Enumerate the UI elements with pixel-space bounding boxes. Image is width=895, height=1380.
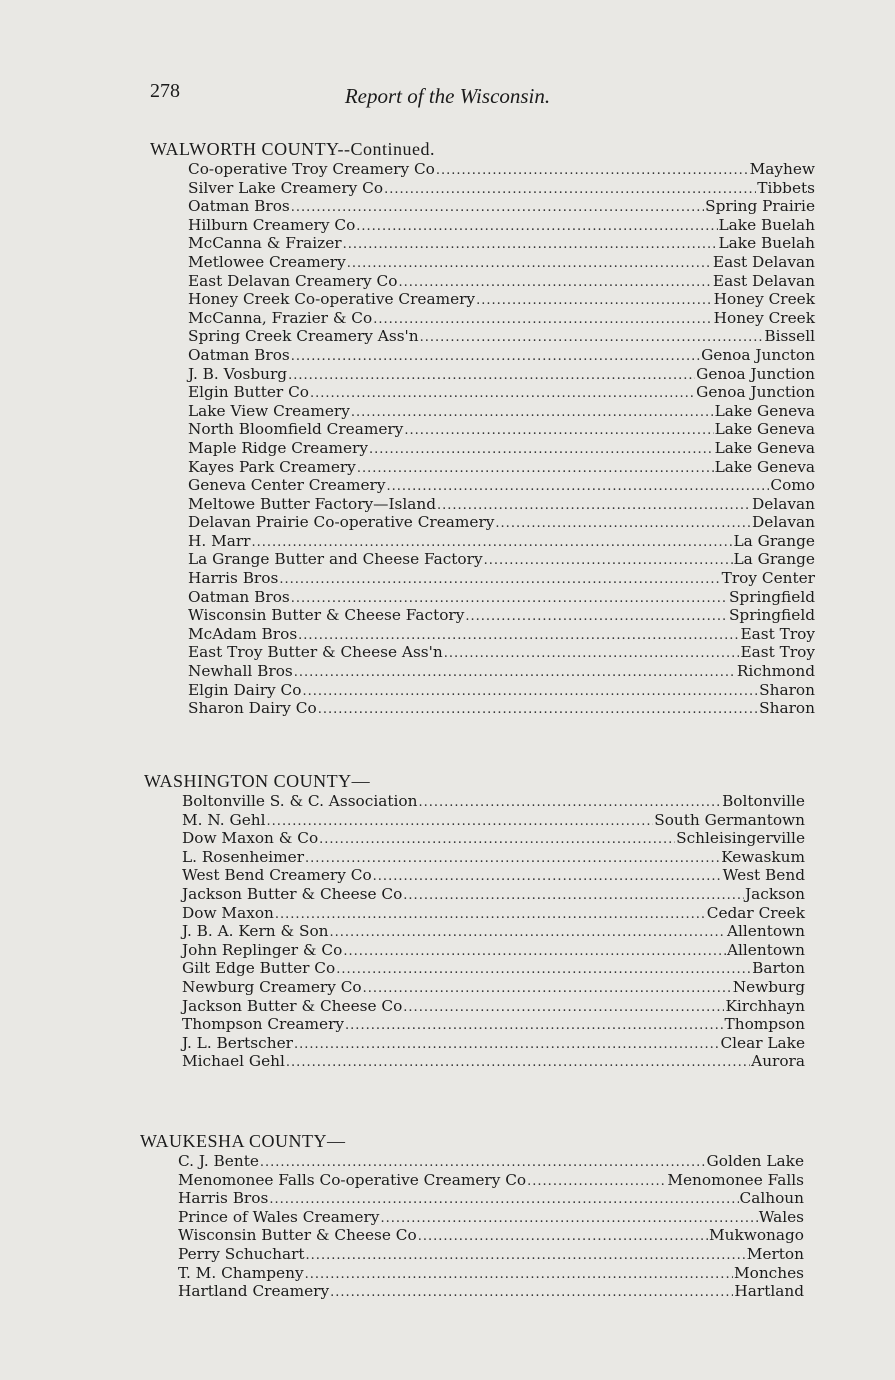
list-item [188,160,815,179]
creamery-name: Lake View Creamery [188,401,350,420]
creamery-name: Co-operative Troy Creamery Co [188,160,435,178]
creamery-name: Harris Bros [188,569,279,588]
creamery-name: Metlowee Creamery [188,252,346,271]
creamery-name: East Delavan Creamery Co [188,271,398,290]
county-heading: WASHINGTON COUNTY— [144,771,371,791]
creamery-name: McCanna, Frazier & Co [188,308,373,327]
list-item [178,1282,804,1301]
list-item [188,272,815,291]
list-item [188,606,815,625]
list-item [188,513,815,532]
location-name: Sharon [759,699,815,718]
dot-leader [267,813,654,832]
location-name: Springfield [728,587,815,606]
list-item [188,290,815,309]
list-item [188,643,815,662]
list-item [182,811,805,830]
location-name: Como [770,476,815,495]
dot-leader [319,831,675,850]
creamery-name: Elgin Dairy Co [188,680,302,699]
location-name: Lake Buelah [718,234,815,253]
list-item [188,569,815,588]
list-item [188,420,815,439]
creamery-name: Wisconsin Butter & Cheese Factory [188,606,465,625]
creamery-name: Maple Ridge Creamery [188,438,368,457]
list-item [182,978,805,997]
creamery-name: Harris Bros [178,1189,269,1208]
county-section-walworth [150,138,815,718]
list-item [182,885,805,904]
list-item [188,179,815,198]
location-name: Newburg [732,977,805,996]
list-item [188,327,815,346]
dot-leader [369,441,714,460]
list-item [188,383,815,402]
location-name: La Grange [733,531,815,550]
location-name: Honey Creek [713,308,815,327]
dot-leader [345,1017,723,1036]
creamery-name: Wisconsin Butter & Cheese Co [178,1226,417,1245]
creamery-name: Dow Maxon [182,903,274,922]
creamery-name: Meltowe Butter Factory—Island [188,494,437,513]
dot-leader [373,868,722,887]
list-item [188,550,815,569]
list-item [182,866,805,885]
dot-leader [288,367,695,386]
list-item [182,848,805,867]
dot-leader [380,1210,757,1229]
creamery-name: Silver Lake Creamery Co [188,178,384,197]
dot-leader [403,999,724,1018]
list-item [182,1034,805,1053]
creamery-name: Oatman Bros [188,345,290,364]
location-name: East Delavan [712,252,815,271]
list-item [182,1052,805,1071]
location-name: Allentown [726,940,805,959]
list-item [188,216,815,235]
location-name: Kirchhayn [725,996,805,1015]
list-item [188,234,815,253]
dot-leader [384,181,756,200]
location-name: Barton [752,959,805,978]
list-item [188,346,815,365]
creamery-name: West Bend Creamery Co [182,866,372,885]
dot-leader [484,552,733,571]
dot-leader [403,887,744,906]
creamery-name: Michael Gehl [182,1052,285,1071]
dot-leader [373,311,712,330]
creamery-name: C. J. Bente [178,1152,259,1170]
list-item [188,197,815,216]
location-name: Boltonville [722,792,805,810]
dot-leader [318,701,758,720]
dot-leader [305,1266,733,1285]
location-name: Mayhew [749,160,815,178]
creamery-name: La Grange Butter and Cheese Factory [188,550,483,569]
dot-leader [306,1247,746,1266]
list-item [188,476,815,495]
creamery-name: Gilt Edge Butter Co [182,959,336,978]
creamery-name: Prince of Wales Creamery [178,1207,380,1226]
creamery-name: John Replinger & Co [182,940,343,959]
location-name: Jackson [745,884,805,903]
list-item [182,792,805,811]
creamery-name: McAdam Bros [188,624,298,643]
location-name: Calhoun [739,1189,804,1208]
location-name: Tibbets [757,178,815,197]
location-name: Monches [733,1263,804,1282]
location-name: Genoa Juncton [701,345,815,364]
creamery-name: Newhall Bros [188,662,293,681]
creamery-name: Spring Creek Creamery Ass'n [188,327,419,346]
creamery-name: M. N. Gehl [182,810,266,829]
location-name: East Delavan [712,271,815,290]
creamery-name: Oatman Bros [188,587,290,606]
list-item [178,1152,804,1171]
list-item [182,997,805,1016]
location-name: Wales [758,1207,804,1226]
entry-list [182,792,805,1071]
location-name: Lake Geneva [714,457,815,476]
county-section-waukesha [140,1130,804,1301]
list-item [182,941,805,960]
list-item [178,1245,804,1264]
location-name: East Troy [740,624,815,643]
dot-leader [357,460,714,479]
location-name: Bissell [764,327,815,346]
dot-leader [387,478,770,497]
location-name: Delavan [752,494,815,513]
list-item [188,309,815,328]
creamery-name: Oatman Bros [188,197,290,216]
location-name: Delavan [752,513,815,532]
creamery-name: Hilburn Creamery Co [188,215,356,234]
location-name: Springfield [728,606,815,625]
creamery-name: Newburg Creamery Co [182,977,362,996]
location-name: Aurora [751,1052,805,1071]
dot-leader [310,385,695,404]
list-item [188,253,815,272]
dot-leader [336,961,751,980]
dot-leader [495,515,751,534]
location-name: Honey Creek [713,290,815,309]
location-name: Troy Center [721,569,815,588]
dot-leader [343,236,718,255]
creamery-name: Menomonee Falls Co-operative Creamery Co [178,1170,527,1189]
dot-leader [527,1173,666,1192]
list-item [188,699,815,718]
dot-leader [436,162,749,181]
location-name: Schleisingerville [676,829,805,848]
dot-leader [275,906,706,925]
location-name: South Germantown [654,810,805,829]
list-item [188,458,815,477]
location-name: Mukwonago [708,1226,804,1245]
creamery-name: Delavan Prairie Co-operative Creamery [188,513,495,532]
creamery-name: Jackson Butter & Cheese Co [182,884,403,903]
creamery-name: Perry Schuchart [178,1244,305,1263]
creamery-name: Thompson Creamery [182,1015,345,1034]
list-item [188,681,815,700]
location-name: Hartland [734,1282,804,1301]
creamery-name: Geneva Center Creamery [188,476,386,495]
county-heading: WAUKESHA COUNTY— [140,1131,346,1151]
dot-leader [404,422,713,441]
creamery-name: McCanna & Fraizer [188,234,342,253]
creamery-name: H. Marr [188,531,251,550]
location-name: Lake Geneva [714,401,815,420]
location-name: Golden Lake [706,1152,804,1170]
location-name: East Troy [740,643,815,662]
location-name: Genoa Junction [696,364,815,383]
list-item [188,662,815,681]
location-name: Genoa Junction [696,383,815,402]
location-name: Allentown [726,922,805,941]
creamery-name: Dow Maxon & Co [182,829,319,848]
creamery-name: Jackson Butter & Cheese Co [182,996,403,1015]
dot-leader [363,980,732,999]
location-name: Sharon [759,680,815,699]
creamery-name: Boltonville S. & C. Association [182,792,418,810]
entry-list [178,1152,804,1301]
location-name: Lake Buelah [718,215,815,234]
dot-leader [418,1228,708,1247]
page-number: 278 [150,80,180,102]
list-item [188,402,815,421]
location-name: West Bend [722,866,805,885]
location-name: Merton [746,1244,804,1263]
list-item [188,532,815,551]
dot-leader [476,292,713,311]
creamery-name: L. Rosenheimer [182,847,305,866]
entry-list [188,160,815,718]
dot-leader [302,683,758,702]
dot-leader [465,608,728,627]
list-item [178,1171,804,1190]
location-name: Cedar Creek [706,903,805,922]
dot-leader [330,924,726,943]
running-head: Report of the Wisconsin. [344,84,551,108]
list-item [188,625,815,644]
list-item [178,1226,804,1245]
dot-leader [356,218,717,237]
county-section-washington [144,770,805,1071]
list-item [182,959,805,978]
list-item [182,829,805,848]
location-name: Spring Prairie [705,197,815,216]
dot-leader [291,348,700,367]
list-item [188,439,815,458]
location-name: Menomonee Falls [667,1170,804,1189]
location-name: Lake Geneva [714,438,815,457]
list-item [182,904,805,923]
creamery-name: J. L. Bertscher [182,1033,293,1052]
location-name: La Grange [733,550,815,569]
location-name: Kewaskum [721,847,805,866]
dot-leader [351,404,714,423]
creamery-name: J. B. Vosburg [188,364,288,383]
dot-leader [347,255,712,274]
dot-leader [286,1054,750,1073]
list-item [182,922,805,941]
location-name: Clear Lake [720,1033,805,1052]
dot-leader [294,1036,720,1055]
dot-leader [330,1284,733,1303]
dot-leader [444,645,740,664]
list-item [182,1015,805,1034]
creamery-name: J. B. A. Kern & Son [182,922,329,941]
dot-leader [294,664,736,683]
list-item [178,1189,804,1208]
location-name: Richmond [736,662,815,681]
creamery-name: North Bloomfield Creamery [188,420,404,439]
dot-leader [279,571,720,590]
dot-leader [343,943,726,962]
list-item [188,495,815,514]
creamery-name: Honey Creek Co-operative Creamery [188,290,476,309]
location-name: Thompson [724,1015,805,1034]
creamery-name: Elgin Butter Co [188,383,309,402]
creamery-name: Hartland Creamery [178,1282,330,1301]
list-item [188,365,815,384]
creamery-name: T. M. Champeny [178,1263,304,1282]
creamery-name: East Troy Butter & Cheese Ass'n [188,643,443,662]
list-item [188,588,815,607]
list-item [178,1208,804,1227]
location-name: Lake Geneva [714,420,815,439]
creamery-name: Kayes Park Creamery [188,457,356,476]
creamery-name: Sharon Dairy Co [188,699,317,718]
list-item [178,1264,804,1283]
county-heading: WALWORTH COUNTY--Continued. [150,139,436,159]
